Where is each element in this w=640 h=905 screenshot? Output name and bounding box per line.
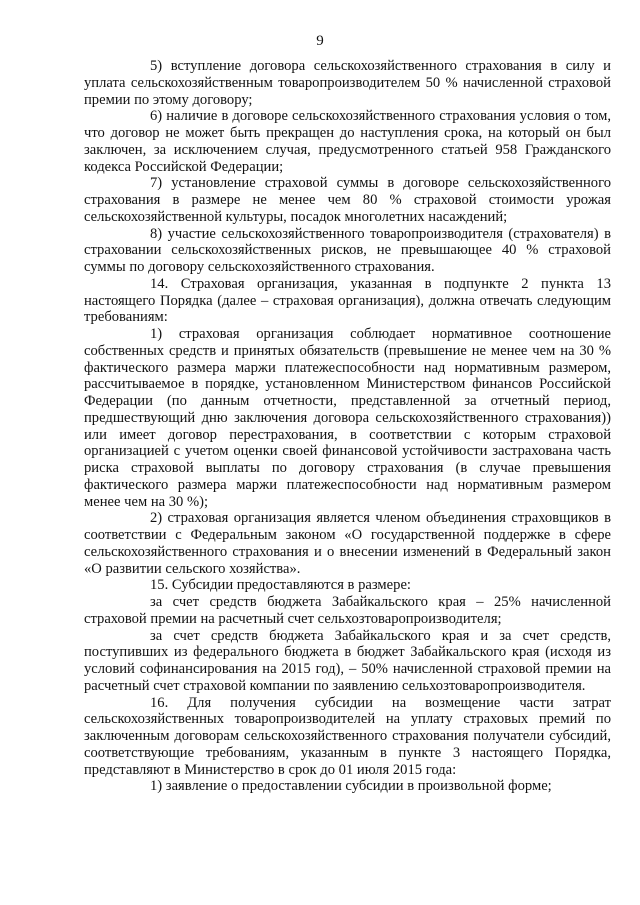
paragraph-section-15: 15. Субсидии предоставляются в размере: [150, 577, 411, 594]
paragraph-item-6: 6) наличие в договоре сельскохозяйственного страхования условия о том, что договор не может быть прекращен до наступления срока, на который он был заключен, за исключением случая, предусмотренного статьей 958 Гражданского кодекса Российской Федерации; [84, 108, 611, 175]
paragraph-14-item-1: 1) страховая организация соблюдает нормативное соотношение собственных средств и принятых обязательств (превышение не менее чем на 30 % фактического размера маржи платежеспособности над нормативным размером, рассчитываемое в порядке, установленном Министерством финансов Российской Федерации (по данным отчетности, представленной за отчетный период, предшествующий дню заключения договора сельскохозяйственного страхования)) или имеет договор перестрахования, в соответствии с которым страховой организацией с учетом оценки своей финансовой устойчивости застрахована часть риска страховой выплаты по договору страхования (в случае превышения фактического размера маржи платежеспособности над нормативным размером менее чем на 30 %); [84, 326, 611, 510]
paragraph-15-regional-budget: за счет средств бюджета Забайкальского края – 25% начисленной страховой премии на расчетный счет сельхозтоваропроизводителя; [84, 594, 611, 627]
page-number: 9 [316, 33, 324, 49]
paragraph-item-7: 7) установление страховой суммы в договоре сельскохозяйственного страхования в размере не менее чем 80 % страховой стоимости урожая сельскохозяйственной культуры, посадок многолетних насаждений; [84, 175, 611, 225]
paragraph-item-8: 8) участие сельскохозяйственного товаропроизводителя (страхователя) в страховании сельскохозяйственных рисков, не превышающее 40 % страховой суммы по договору сельскохозяйственного страхования. [84, 225, 611, 275]
paragraph-section-16: 16. Для получения субсидии на возмещение части затрат сельскохозяйственных товаропроизводителей на уплату страховых премий по заключенным договорам сельскохозяйственного страхования получатели субсидий, соответствующие требованиям, указанным в пункте 3 настоящего Порядка, представляют в Министерство в срок до 01 июля 2015 года: [84, 694, 611, 778]
paragraph-item-5: 5) вступление договора сельскохозяйственного страхования в силу и уплата сельскохозяйственным товаропроизводителем 50 % начисленной страховой премии по этому договору; [84, 58, 611, 108]
paragraph-15-cofinancing: за счет средств бюджета Забайкальского края и за счет средств, поступивших из федерального бюджета в бюджет Забайкальского края (исходя из условий софинансирования на 2015 год), – 50% начисленной страховой премии на расчетный счет страховой компании по заявлению сельхозтоваропроизводителя. [84, 627, 611, 694]
paragraph-16-item-1: 1) заявление о предоставлении субсидии в произвольной форме; [150, 778, 552, 795]
paragraph-section-14: 14. Страховая организация, указанная в подпункте 2 пункта 13 настоящего Порядка (далее – страховая организация), должна отвечать следующим требованиям: [84, 275, 611, 326]
document-body [84, 58, 611, 795]
paragraph-14-item-2: 2) страховая организация является членом объединения страховщиков в соответствии с Федеральным законом «О государственной поддержке в сфере сельскохозяйственного страхования и о внесении изменений в Федеральный закон «О развитии сельского хозяйства». [84, 510, 611, 577]
